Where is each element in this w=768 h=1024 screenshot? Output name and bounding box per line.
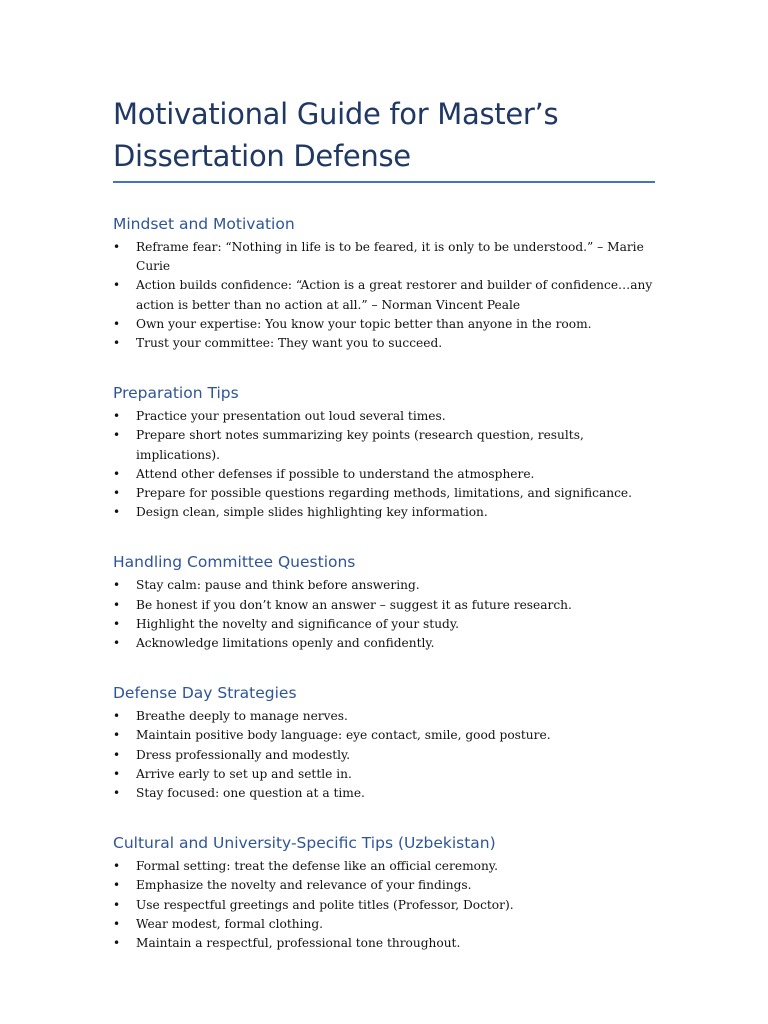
- bullet-icon: •: [113, 878, 121, 893]
- bullet-text: Dress professionally and modestly.: [136, 747, 351, 762]
- section-heading: Handling Committee Questions: [113, 553, 356, 572]
- bullet-text: Action builds confidence: “Action is a great restorer and builder of confidence…any action is better than no action at all.” – Norman Vincent Peale: [136, 278, 653, 312]
- document-title: Motivational Guide for Master’s Dissertation Defense: [113, 97, 559, 173]
- bullet-icon: •: [113, 897, 121, 912]
- bullet-item: [113, 896, 655, 915]
- bullet-icon: •: [113, 409, 121, 424]
- section-heading: Defense Day Strategies: [113, 684, 297, 703]
- bullet-item: [113, 238, 655, 276]
- bullet-text: Prepare for possible questions regarding methods, limitations, and significance.: [136, 486, 633, 501]
- bullet-text: Stay calm: pause and think before answering.: [136, 578, 420, 593]
- bullet-text: Maintain positive body language: eye contact, smile, good posture.: [136, 728, 551, 743]
- bullet-item: [113, 407, 655, 426]
- bullet-icon: •: [113, 278, 121, 293]
- bullet-item: [113, 465, 655, 484]
- section: [113, 683, 655, 803]
- bullet-icon: •: [113, 616, 121, 631]
- bullet-text: Own your expertise: You know your topic better than anyone in the room.: [136, 316, 592, 331]
- bullet-icon: •: [113, 428, 121, 443]
- bullet-item: [113, 334, 655, 353]
- bullet-icon: •: [113, 316, 121, 331]
- bullet-item: [113, 784, 655, 803]
- bullet-icon: •: [113, 466, 121, 481]
- bullet-item: [113, 596, 655, 615]
- title-underline: [113, 181, 655, 183]
- bullet-icon: •: [113, 936, 121, 951]
- bullet-icon: •: [113, 786, 121, 801]
- bullet-icon: •: [113, 709, 121, 724]
- bullet-text: Formal setting: treat the defense like an official ceremony.: [136, 859, 498, 874]
- bullet-item: [113, 276, 655, 314]
- bullet-list: [113, 576, 655, 653]
- bullet-text: Prepare short notes summarizing key points (research question, results, implications).: [136, 428, 584, 462]
- bullet-list: [113, 857, 655, 953]
- section-heading: Cultural and University-Specific Tips (Uzbekistan): [113, 834, 496, 853]
- bullet-icon: •: [113, 747, 121, 762]
- bullet-icon: •: [113, 240, 121, 254]
- bullet-item: [113, 315, 655, 334]
- bullet-item: [113, 576, 655, 595]
- bullet-icon: •: [113, 859, 121, 874]
- bullet-item: [113, 857, 655, 876]
- bullet-icon: •: [113, 916, 121, 931]
- bullet-item: [113, 915, 655, 934]
- bullet-item: [113, 765, 655, 784]
- bullet-item: [113, 707, 655, 726]
- bullet-icon: •: [113, 636, 121, 651]
- bullet-item: [113, 615, 655, 634]
- section: [113, 833, 655, 953]
- bullet-item: [113, 934, 655, 953]
- document-page: [113, 93, 655, 953]
- bullet-icon: •: [113, 486, 121, 501]
- bullet-text: Wear modest, formal clothing.: [136, 916, 324, 931]
- bullet-item: [113, 484, 655, 503]
- sections-container: [113, 214, 655, 953]
- bullet-text: Breathe deeply to manage nerves.: [136, 709, 348, 724]
- section: [113, 383, 655, 522]
- bullet-item: [113, 634, 655, 653]
- bullet-icon: •: [113, 766, 121, 781]
- section-heading: Mindset and Motivation: [113, 215, 295, 233]
- bullet-list: [113, 238, 655, 353]
- bullet-icon: •: [113, 728, 121, 743]
- section-heading: Preparation Tips: [113, 384, 239, 403]
- bullet-text: Practice your presentation out loud several times.: [136, 409, 446, 424]
- bullet-icon: •: [113, 597, 121, 612]
- bullet-item: [113, 426, 655, 464]
- bullet-text: Trust your committee: They want you to succeed.: [136, 336, 443, 351]
- bullet-item: [113, 746, 655, 765]
- bullet-text: Design clean, simple slides highlighting key information.: [136, 505, 488, 520]
- bullet-text: Highlight the novelty and significance of your study.: [136, 616, 459, 631]
- bullet-icon: •: [113, 578, 121, 593]
- section: [113, 552, 655, 653]
- bullet-text: Use respectful greetings and polite titles (Professor, Doctor).: [136, 897, 514, 912]
- bullet-text: Emphasize the novelty and relevance of your findings.: [136, 878, 472, 893]
- bullet-item: [113, 503, 655, 522]
- section: [113, 214, 655, 353]
- bullet-icon: •: [113, 505, 121, 520]
- bullet-text: Arrive early to set up and settle in.: [136, 766, 352, 781]
- bullet-item: [113, 726, 655, 745]
- bullet-text: Stay focused: one question at a time.: [136, 786, 365, 801]
- bullet-icon: •: [113, 336, 121, 351]
- bullet-text: Reframe fear: “Nothing in life is to be feared, it is only to be understood.” – Marie Curie: [136, 240, 644, 274]
- bullet-text: Be honest if you don’t know an answer – suggest it as future research.: [136, 597, 572, 612]
- bullet-list: [113, 407, 655, 522]
- bullet-text: Maintain a respectful, professional tone throughout.: [136, 936, 461, 951]
- bullet-list: [113, 707, 655, 803]
- bullet-item: [113, 876, 655, 895]
- bullet-text: Acknowledge limitations openly and confidently.: [136, 636, 435, 651]
- bullet-text: Attend other defenses if possible to understand the atmosphere.: [136, 466, 535, 481]
